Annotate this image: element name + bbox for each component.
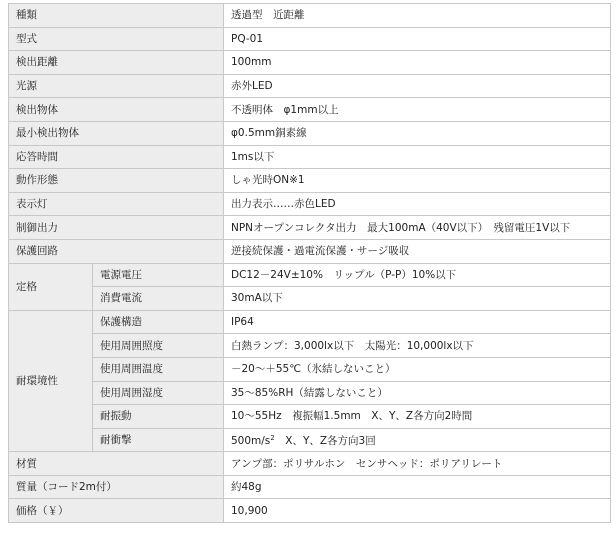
- table-row: [9, 334, 611, 358]
- row-value: －20～＋55℃（氷結しないこと）: [224, 357, 611, 381]
- row-value: 透過型 近距離: [224, 4, 611, 28]
- table-row: [9, 74, 611, 98]
- spec-table: [8, 3, 611, 523]
- row-label: 表示灯: [9, 192, 224, 216]
- row-value: [224, 428, 611, 452]
- row-value: しゃ光時ON※1: [224, 169, 611, 193]
- row-value: 1ms以下: [224, 145, 611, 169]
- row-label: 動作形態: [9, 169, 224, 193]
- sub-label: 使用周囲湿度: [93, 381, 224, 405]
- row-label: 種類: [9, 4, 224, 28]
- sub-label: 耐振動: [93, 405, 224, 429]
- table-row: [9, 121, 611, 145]
- table-row: [9, 381, 611, 405]
- shock-value-main: 500m/s: [231, 435, 271, 448]
- row-label: 価格（￥）: [9, 499, 224, 523]
- row-label: 制御出力: [9, 216, 224, 240]
- row-value: 約48g: [224, 475, 611, 499]
- sub-label: 耐衝撃: [93, 428, 224, 452]
- row-label: 検出距離: [9, 51, 224, 75]
- group-label-environment: 耐環境性: [9, 310, 93, 452]
- table-row: [9, 428, 611, 452]
- table-row: [9, 4, 611, 28]
- table-row: [9, 357, 611, 381]
- table-row: [9, 499, 611, 523]
- row-label: 最小検出物体: [9, 121, 224, 145]
- row-value: 100mm: [224, 51, 611, 75]
- shock-value-exponent: 2: [270, 434, 275, 443]
- shock-value-rest: X、Y、Z各方向3回: [274, 435, 376, 448]
- row-value: 白熱ランプ：3,000lx以下 太陽光：10,000lx以下: [224, 334, 611, 358]
- row-label: 型式: [9, 27, 224, 51]
- table-row: [9, 475, 611, 499]
- row-label: 光源: [9, 74, 224, 98]
- row-value: 30mA以下: [224, 287, 611, 311]
- table-row: [9, 98, 611, 122]
- row-value: NPNオープンコレクタ出力 最大100mA（40V以下） 残留電圧1V以下: [224, 216, 611, 240]
- table-row: [9, 239, 611, 263]
- table-row: [9, 51, 611, 75]
- row-label: 検出物体: [9, 98, 224, 122]
- row-value: 10～55Hz 複振幅1.5mm X、Y、Z各方向2時間: [224, 405, 611, 429]
- table-row: [9, 405, 611, 429]
- table-row: [9, 169, 611, 193]
- table-row: [9, 263, 611, 287]
- sub-label: 保護構造: [93, 310, 224, 334]
- row-value: 不透明体 φ1mm以上: [224, 98, 611, 122]
- group-label-rating: 定格: [9, 263, 93, 310]
- sub-label: 消費電流: [93, 287, 224, 311]
- row-label: 応答時間: [9, 145, 224, 169]
- table-row: [9, 310, 611, 334]
- table-row: [9, 192, 611, 216]
- row-label: 質量（コード2m付）: [9, 475, 224, 499]
- row-value: IP64: [224, 310, 611, 334]
- row-value: 赤外LED: [224, 74, 611, 98]
- row-value: 逆接続保護・過電流保護・サージ吸収: [224, 239, 611, 263]
- sub-label: 使用周囲照度: [93, 334, 224, 358]
- row-value: アンプ部：ポリサルホン センサヘッド：ポリアリレート: [224, 452, 611, 476]
- row-value: 35～85%RH（結露しないこと）: [224, 381, 611, 405]
- table-row: [9, 452, 611, 476]
- row-label: 保護回路: [9, 239, 224, 263]
- row-value: φ0.5mm銅素線: [224, 121, 611, 145]
- row-value: 出力表示……赤色LED: [224, 192, 611, 216]
- row-value: 10,900: [224, 499, 611, 523]
- table-row: [9, 287, 611, 311]
- table-row: [9, 27, 611, 51]
- table-row: [9, 216, 611, 240]
- row-value: PQ-01: [224, 27, 611, 51]
- row-label: 材質: [9, 452, 224, 476]
- table-row: [9, 145, 611, 169]
- sub-label: 使用周囲温度: [93, 357, 224, 381]
- row-value: DC12－24V±10% リップル（P-P）10%以下: [224, 263, 611, 287]
- sub-label: 電源電圧: [93, 263, 224, 287]
